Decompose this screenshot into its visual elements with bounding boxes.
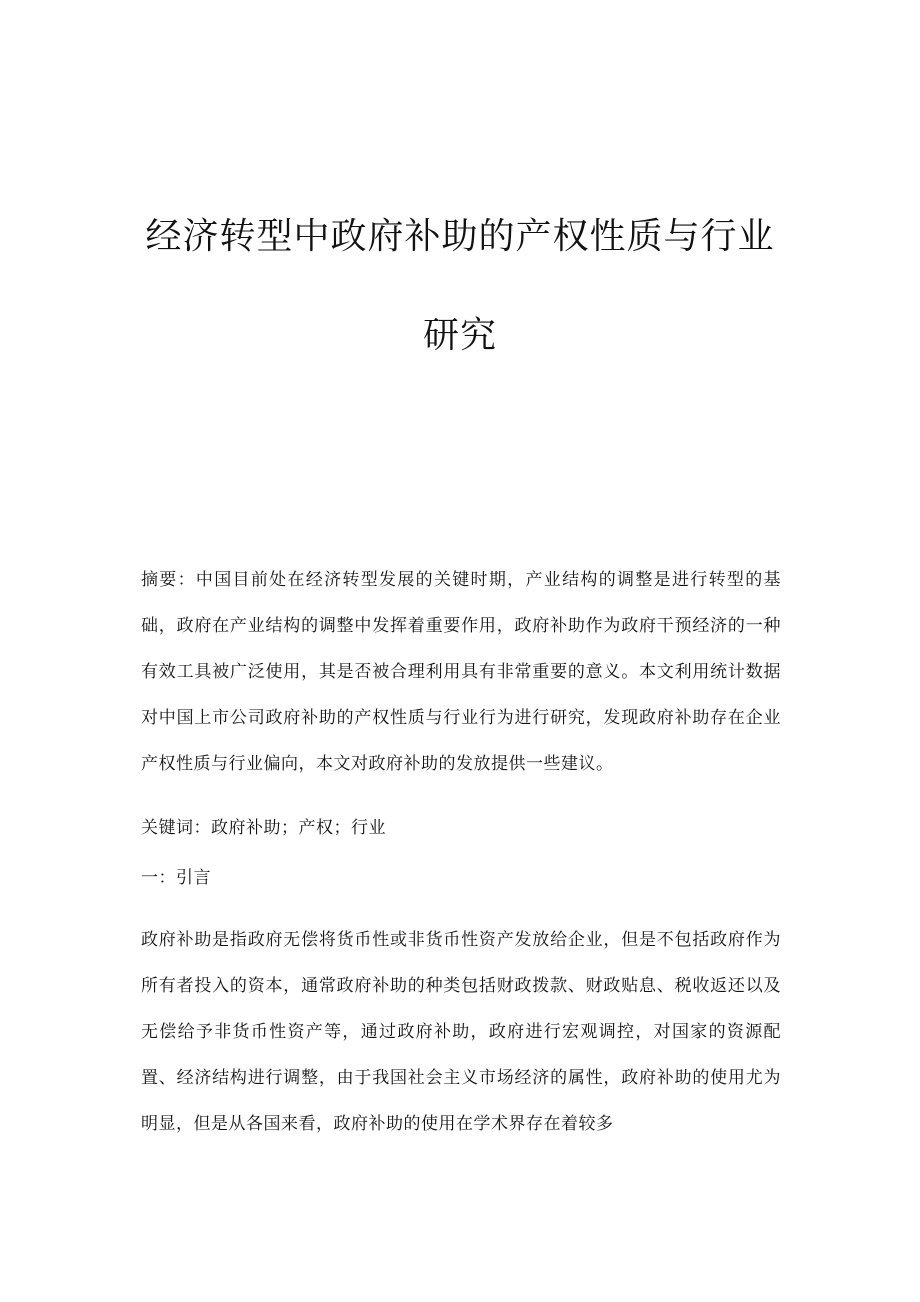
section-heading-introduction bbox=[141, 855, 781, 901]
keywords-text: 关键词：政府补助；产权；行业 bbox=[141, 818, 386, 838]
document-title-line-1: 经济转型中政府补助的产权性质与行业 bbox=[145, 216, 775, 257]
introduction-text: 政府补助是指政府无偿将货币性或非货币性资产发放给企业，但是不包括政府作为所有者投入的资本，通常政府补助的种类包括财政拨款、财政贴息、税收返还以及无偿给予非货币性资产等，通过政府补助，政府进行宏观调控，对国家的资源配置、经济结构进行调整，由于我国社会主义市场经济的属性，政府补助的使用尤为明显，但是从各国来看，政府补助的使用在学术界存在着较多 bbox=[141, 930, 781, 1134]
keywords-line bbox=[141, 805, 781, 851]
document-title-line-2: 研究 bbox=[422, 315, 497, 356]
abstract-text: 摘要：中国目前处在经济转型发展的关键时期，产业结构的调整是进行转型的基础，政府在产业结构的调整中发挥着重要作用，政府补助作为政府干预经济的一种有效工具被广泛使用，其是否被合理利用具有非常重要的意义。本文利用统计数据对中国上市公司政府补助的产权性质与行业行为进行研究，发现政府补助存在企业产权性质与行业偏向，本文对政府补助的发放提供一些建议。 bbox=[141, 570, 781, 774]
introduction-paragraph bbox=[141, 917, 781, 1147]
abstract-paragraph bbox=[141, 557, 781, 787]
section-heading-text: 一：引言 bbox=[141, 868, 211, 888]
